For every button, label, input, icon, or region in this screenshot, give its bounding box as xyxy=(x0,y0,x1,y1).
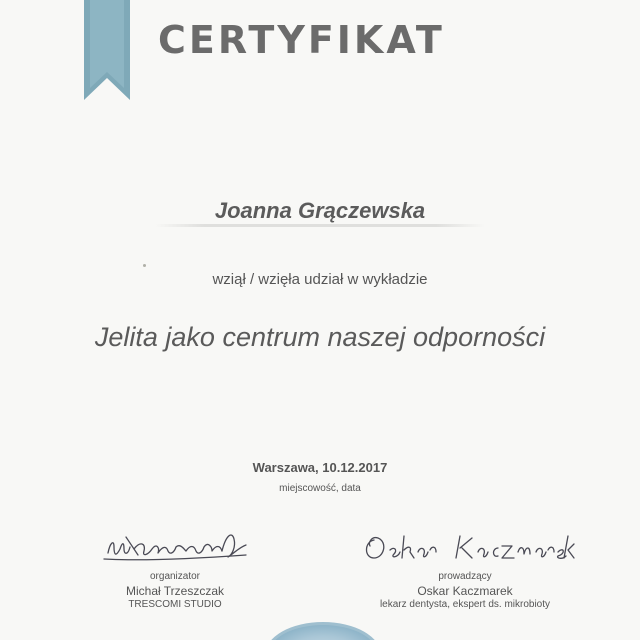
bookmark-ribbon-icon xyxy=(84,0,130,100)
lecturer-role: prowadzący xyxy=(438,571,492,582)
organizer-affiliation: TRESCOMI STUDIO xyxy=(128,599,222,610)
organizer-name: Michał Trzeszczak xyxy=(125,584,225,598)
seal-badge-icon xyxy=(265,622,381,640)
recipient-name: Joanna Grączewska xyxy=(214,198,426,223)
place-date: Warszawa, 10.12.2017 xyxy=(252,460,388,475)
organizer-signature xyxy=(100,525,250,565)
lecture-title: Jelita jako centrum naszej odporności xyxy=(94,322,546,352)
lecturer-affiliation: lekarz dentysta, ekspert ds. mikrobioty xyxy=(379,599,551,610)
scan-speck xyxy=(143,264,146,267)
lecturer-signature xyxy=(360,528,575,566)
lecturer-name: Oskar Kaczmarek xyxy=(417,584,513,598)
divider xyxy=(155,224,485,227)
participation-text: wziął / wzięła udział w wykładzie xyxy=(212,271,428,288)
organizer-role: organizator xyxy=(149,571,201,582)
place-date-label: miejscowość, data xyxy=(279,483,361,494)
certificate-title: CERTYFIKAT xyxy=(158,18,445,62)
